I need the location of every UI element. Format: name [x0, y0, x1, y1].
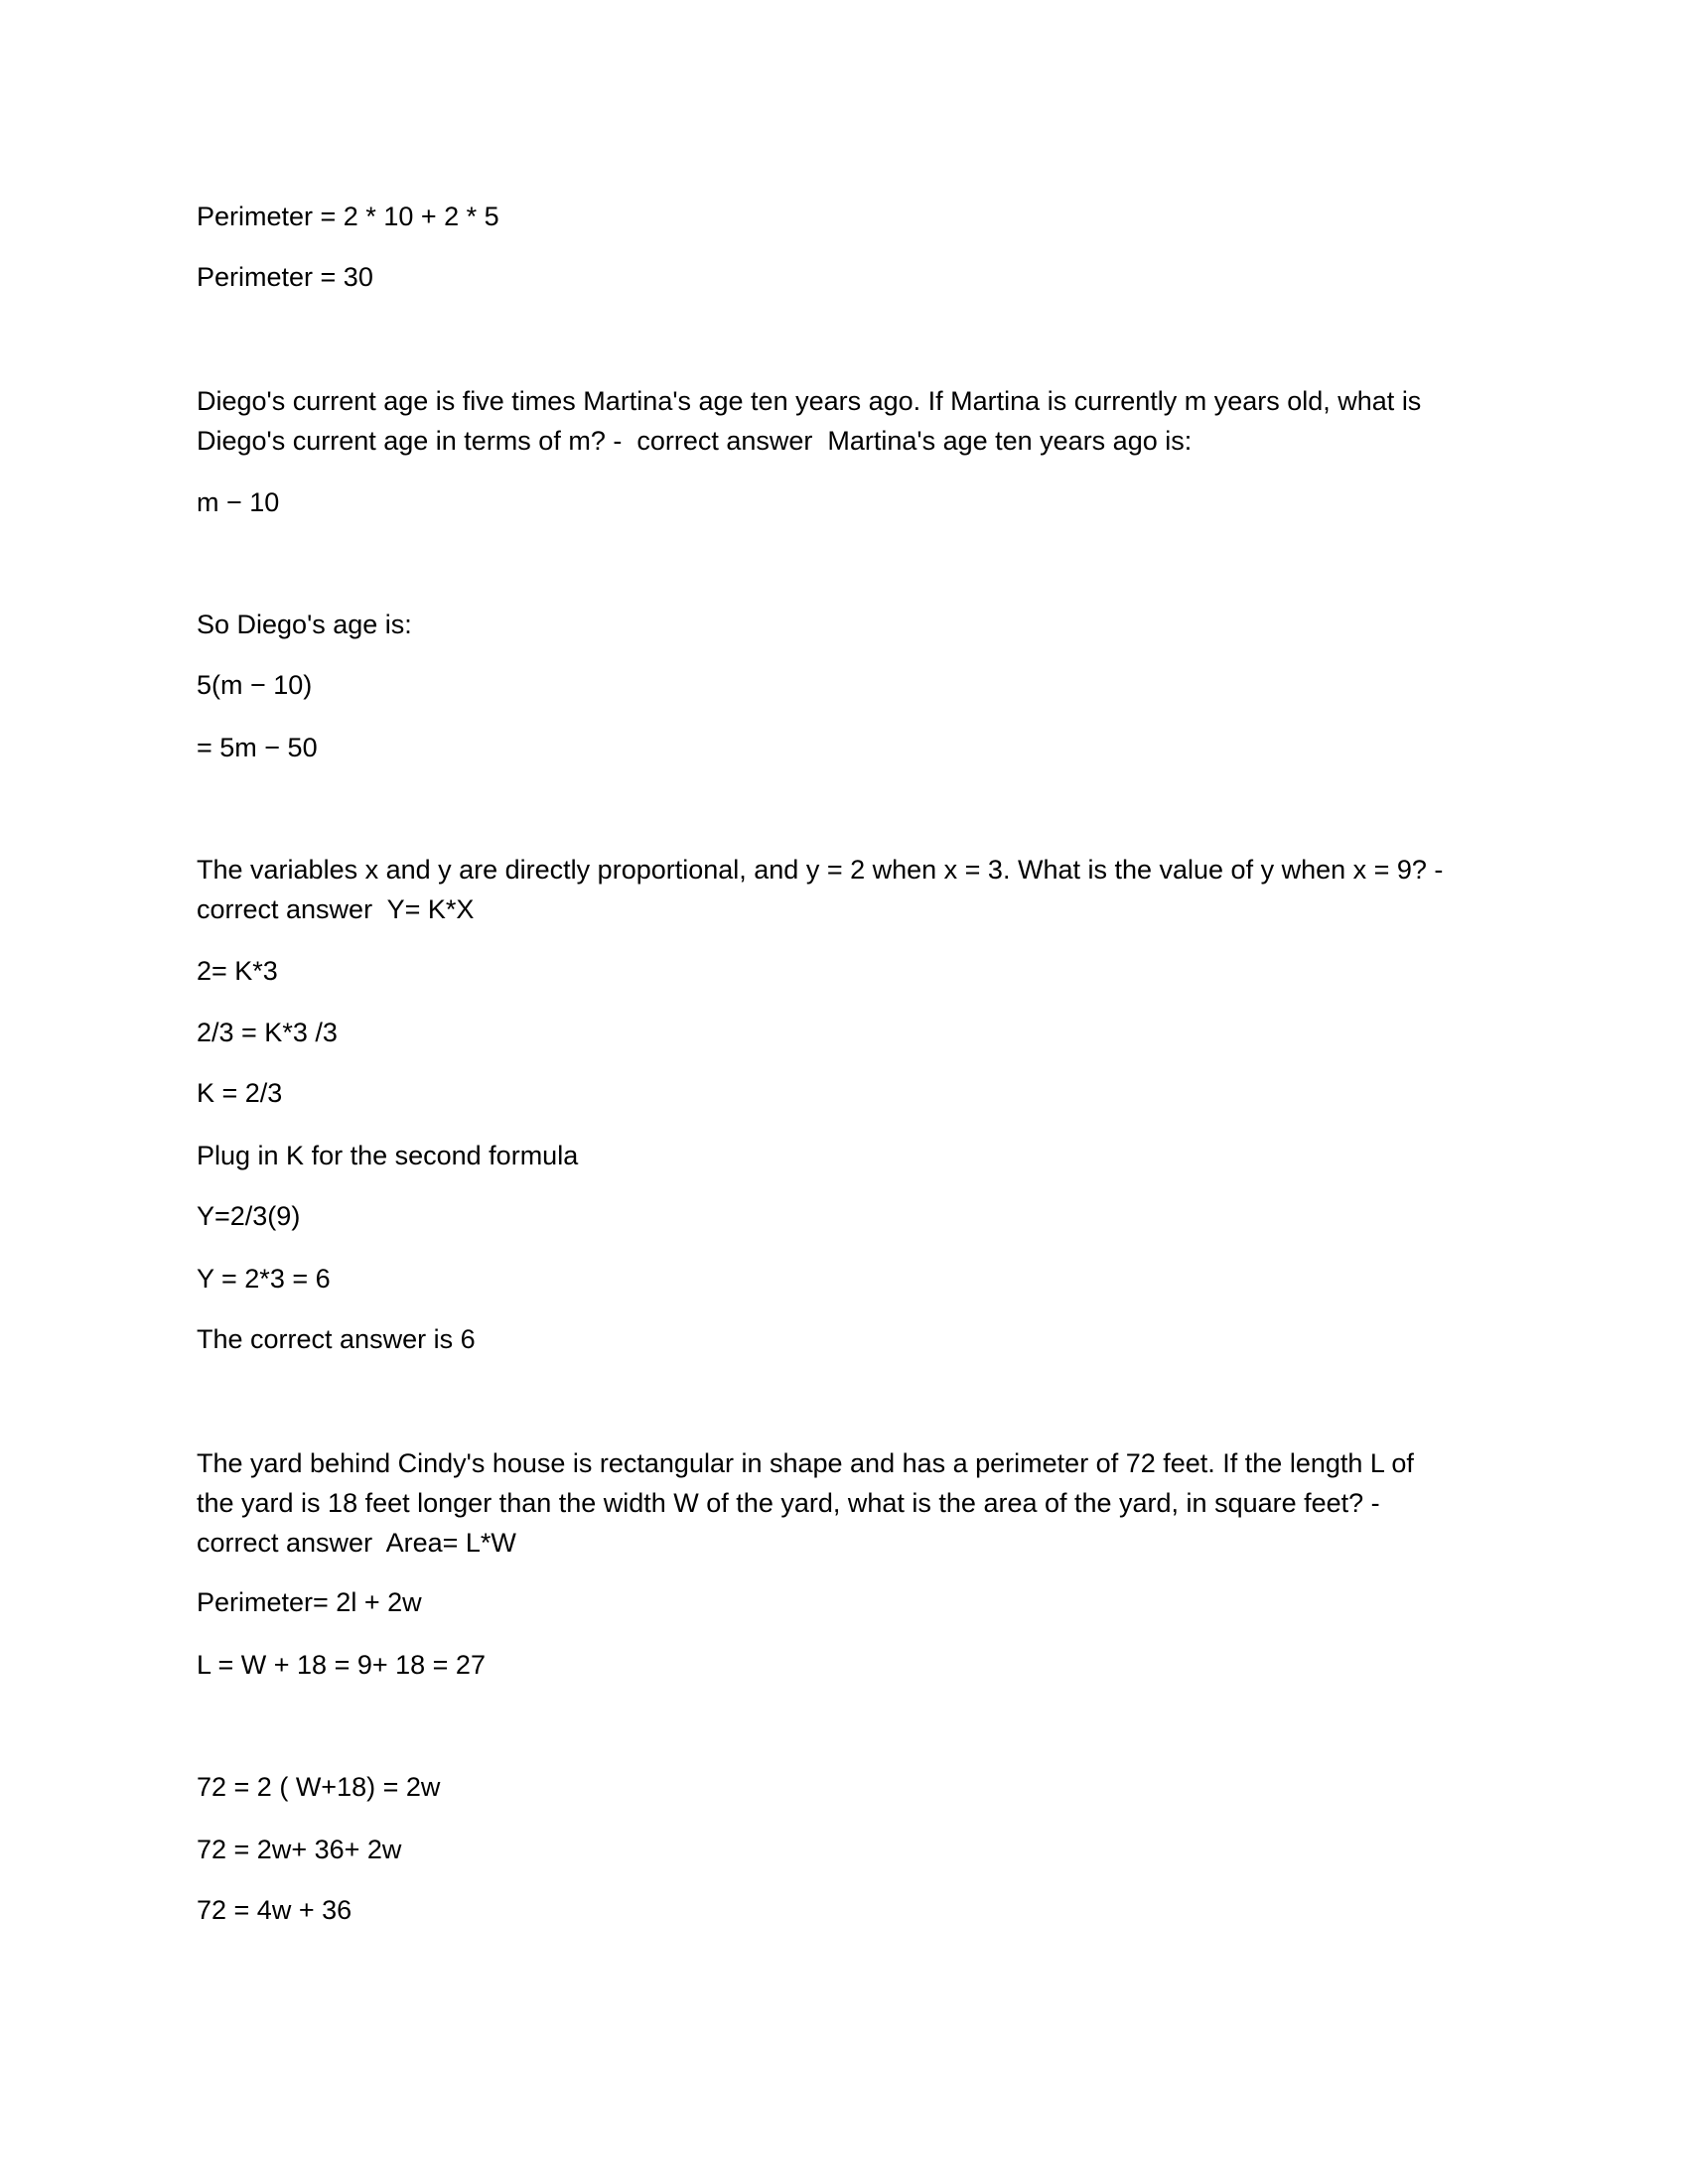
text-line: the yard is 18 feet longer than the width W of the yard, what is the area of the yard, in square feet? -: [197, 1488, 1380, 1518]
text-line: 5(m − 10): [197, 670, 313, 700]
text-line: 72 = 2w+ 36+ 2w: [197, 1835, 402, 1864]
text-line: = 5m − 50: [197, 733, 318, 762]
question-paragraph: [197, 1443, 1487, 1563]
text-line: So Diego's age is:: [197, 610, 412, 639]
text-line: Perimeter= 2l + 2w: [197, 1587, 422, 1617]
text-line: L = W + 18 = 9+ 18 = 27: [197, 1650, 486, 1680]
question-paragraph: [197, 381, 1487, 461]
text-line: The correct answer is 6: [197, 1324, 476, 1354]
text-line: Perimeter = 30: [197, 262, 373, 292]
text-line: m − 10: [197, 487, 280, 517]
text-line: K = 2/3: [197, 1078, 283, 1108]
text-line: The yard behind Cindy's house is rectangular in shape and has a perimeter of 72 feet. If the length L of: [197, 1448, 1414, 1478]
text-line: correct answer Area= L*W: [197, 1528, 516, 1558]
text-line: 2= K*3: [197, 956, 278, 986]
text-line: Diego's current age in terms of m? - correct answer Martina's age ten years ago is:: [197, 426, 1193, 456]
text-line: The variables x and y are directly proportional, and y = 2 when x = 3. What is the value of y when x = 9? -: [197, 855, 1444, 885]
question-paragraph: [197, 850, 1487, 929]
text-line: 72 = 4w + 36: [197, 1895, 352, 1925]
text-line: 2/3 = K*3 /3: [197, 1018, 338, 1047]
text-line: Plug in K for the second formula: [197, 1141, 579, 1170]
text-line: Y=2/3(9): [197, 1201, 301, 1231]
text-line: Perimeter = 2 * 10 + 2 * 5: [197, 202, 499, 231]
text-line: 72 = 2 ( W+18) = 2w: [197, 1772, 441, 1802]
text-line: Y = 2*3 = 6: [197, 1264, 331, 1294]
text-line: Diego's current age is five times Martina's age ten years ago. If Martina is currently m years old, what is: [197, 386, 1422, 416]
text-line: correct answer Y= K*X: [197, 894, 475, 924]
